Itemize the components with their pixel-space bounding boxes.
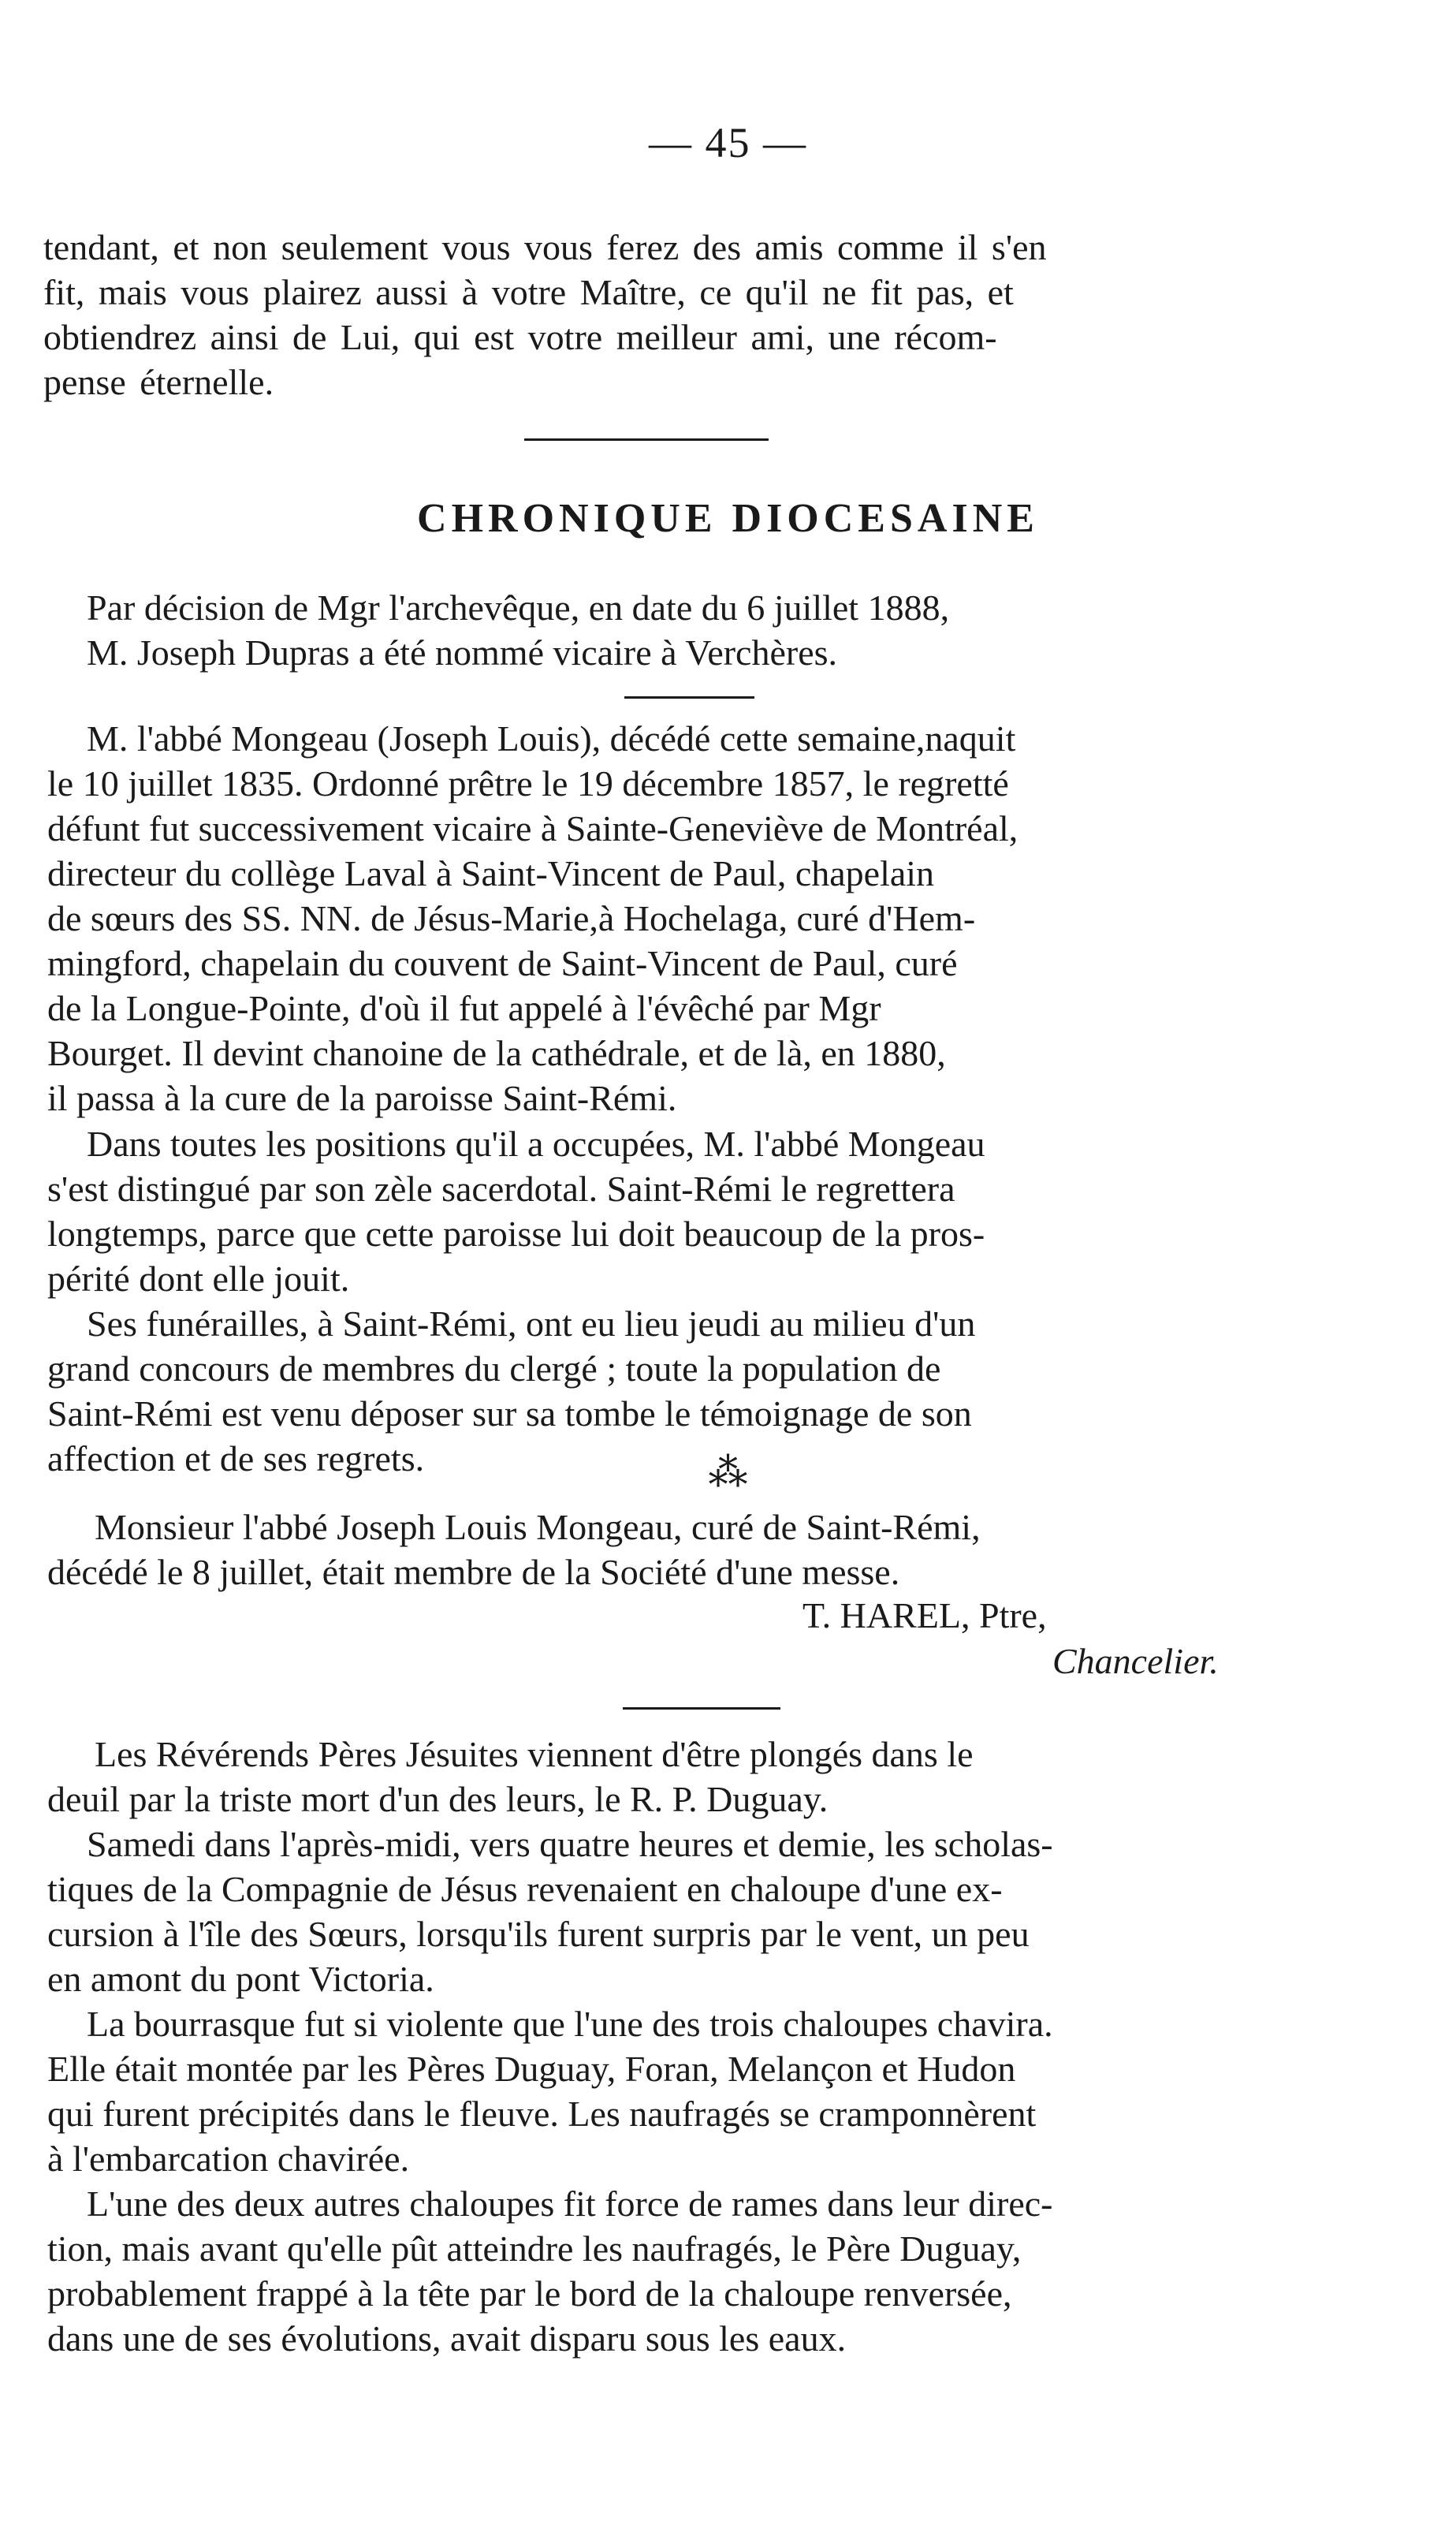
paragraph-career [47, 1121, 1356, 1301]
text-line: périté dont elle jouit. [47, 1259, 350, 1299]
paragraph-excursion [47, 1822, 1356, 2001]
paragraph-rescue [47, 2181, 1356, 2361]
section-divider [624, 696, 754, 699]
text-line: de sœurs des SS. NN. de Jésus-Marie,à Hochelaga, curé d'Hem- [47, 898, 976, 938]
text-line: pense éternelle. [43, 362, 274, 402]
page-number: — 45 — [649, 119, 807, 166]
text-line: grand concours de membres du clergé ; toute la population de [47, 1348, 941, 1389]
text-line: directeur du collège Laval à Saint-Vincent de Paul, chapelain [47, 853, 935, 893]
text-line: tendant, et non seulement vous vous ferez des amis comme il s'en [43, 227, 1047, 267]
text-line: cursion à l'île des Sœurs, lorsqu'ils furent surpris par le vent, un peu [47, 1914, 1030, 1954]
text-line: Elle était montée par les Pères Duguay, Foran, Melançon et Hudon [47, 2049, 1016, 2089]
text-line: fit, mais vous plairez aussi à votre Maître, ce qu'il ne fit pas, et [43, 272, 1014, 312]
text-line: L'une des deux autres chaloupes fit force de rames dans leur direc- [87, 2183, 1053, 2224]
text-line: Dans toutes les positions qu'il a occupées, M. l'abbé Mongeau [87, 1124, 985, 1164]
section-divider [524, 438, 769, 441]
text-line: défunt fut successivement vicaire à Sainte-Geneviève de Montréal, [47, 808, 1018, 848]
text-line: s'est distingué par son zèle sacerdotal. Saint-Rémi le regrettera [47, 1169, 955, 1209]
text-line: Par décision de Mgr l'archevêque, en date du 6 juillet 1888, [87, 587, 950, 628]
paragraph-appointment [87, 585, 1316, 675]
text-line: mingford, chapelain du couvent de Saint-Vincent de Paul, curé [47, 943, 958, 983]
text-line: probablement frappé à la tête par le bord de la chaloupe renversée, [47, 2273, 1012, 2314]
paragraph-squall [47, 2001, 1356, 2181]
text-line: La bourrasque fut si violente que l'une des trois chaloupes chavira. [87, 2004, 1053, 2044]
paragraph-jesuits [47, 1732, 1356, 1822]
signature-title: Chancelier. [1052, 1641, 1219, 1681]
text-line: M. Joseph Dupras a été nommé vicaire à Verchères. [87, 632, 838, 673]
text-line: Les Révérends Pères Jésuites viennent d'être plongés dans le [95, 1734, 974, 1774]
text-line: qui furent précipités dans le fleuve. Les naufragés se cramponnèrent [47, 2094, 1037, 2134]
section-divider [623, 1707, 780, 1710]
text-line: Monsieur l'abbé Joseph Louis Mongeau, curé de Saint-Rémi, [95, 1507, 981, 1547]
text-line: dans une de ses évolutions, avait disparu sous les eaux. [47, 2318, 847, 2359]
text-line: longtemps, parce que cette paroisse lui doit beaucoup de la pros- [47, 1214, 985, 1254]
section-title: CHRONIQUE DIOCESAINE [417, 496, 1039, 541]
text-line: tion, mais avant qu'elle pût atteindre les naufragés, le Père Duguay, [47, 2228, 1022, 2269]
text-line: tiques de la Compagnie de Jésus revenaient en chaloupe d'une ex- [47, 1869, 1003, 1909]
text-line: M. l'abbé Mongeau (Joseph Louis), décédé cette semaine,naquit [87, 718, 1016, 759]
text-line: Saint-Rémi est venu déposer sur sa tombe le témoignage de son [47, 1393, 972, 1434]
text-line: Bourget. Il devint chanoine de la cathédrale, et de là, en 1880, [47, 1033, 946, 1073]
paragraph-obituary [47, 716, 1356, 1121]
text-line: obtiendrez ainsi de Lui, qui est votre meilleur ami, une récom- [43, 317, 997, 357]
paragraph-society [47, 1505, 1356, 1594]
text-line: il passa à la cure de la paroisse Saint-Rémi. [47, 1078, 677, 1118]
text-line: deuil par la triste mort d'un des leurs, le R. P. Duguay. [47, 1779, 829, 1819]
text-line: de la Longue-Pointe, d'où il fut appelé à l'évêché par Mgr [47, 988, 881, 1028]
text-line: Ses funérailles, à Saint-Rémi, ont eu lieu jeudi au milieu d'un [87, 1303, 976, 1344]
text-line: Samedi dans l'après-midi, vers quatre heures et demie, les scholas- [87, 1824, 1053, 1864]
text-line: affection et de ses regrets. [47, 1438, 425, 1479]
intro-paragraph [43, 225, 1305, 405]
text-line: à l'embarcation chavirée. [47, 2139, 410, 2179]
asterism-separator: ⁂ [708, 1450, 748, 1494]
text-line: décédé le 8 juillet, était membre de la Société d'une messe. [47, 1552, 900, 1592]
text-line: le 10 juillet 1835. Ordonné prêtre le 19 décembre 1857, le regretté [47, 763, 1009, 804]
signature-name: T. HAREL, Ptre, [802, 1595, 1047, 1635]
text-line: en amont du pont Victoria. [47, 1959, 434, 1999]
